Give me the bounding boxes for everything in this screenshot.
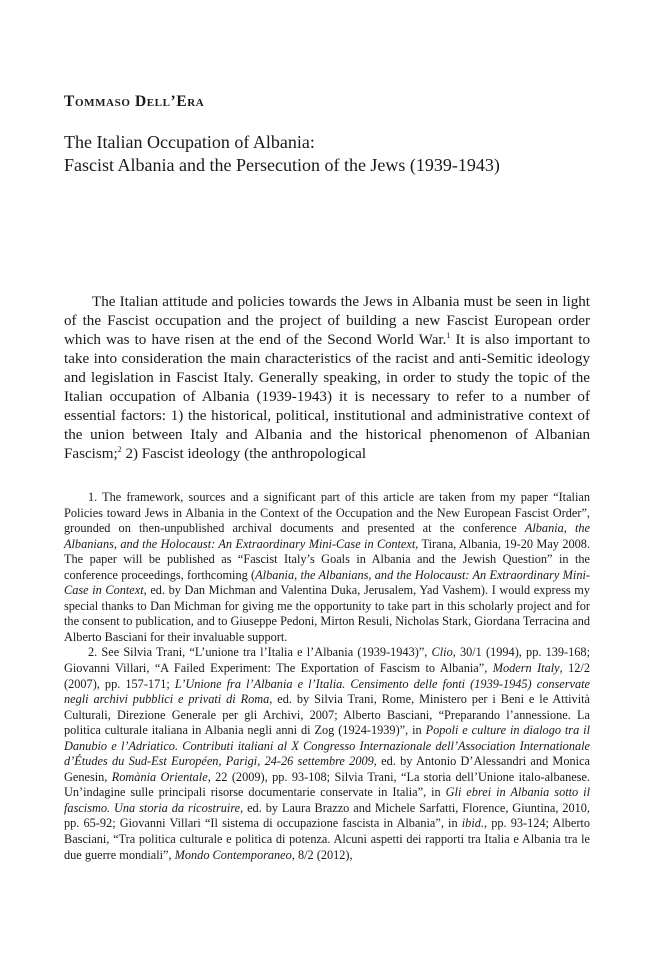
fn2-italic-8: Mondo Contemporaneo (174, 847, 292, 862)
body-text-part-3: 2) Fascist ideology (the anthropological (121, 446, 367, 462)
body-paragraph (64, 293, 590, 464)
fn1-italic-2: Albania, the Albanians, and the Holocaust: An Extraordinary Mini-Case in Context (64, 567, 590, 598)
author-name: Tommaso Dell’Era (64, 93, 205, 110)
fn2-text-4: , ed. by Silvia Trani, Rome, Ministero per i Beni e le Attività Culturali, Direzione Generale per gli Archivi, 2007; Alberto Basciani, “Preparando l’annessione. La politica culturale italiana in Albania negli anni di Zog (1924-1939)”, in (64, 692, 590, 738)
fn2-text-7: , ed. by Laura Brazzo and Michele Sarfatti, Florence, Giuntina, 2010, pp. 65-92; Giovanni Villari “Il sistema di occupazione fascista in Albania”, in (64, 800, 591, 831)
fn2-italic-5: Romània Orientale (111, 769, 208, 784)
fn2-text-1: 2. See Silvia Trani, “L’unione tra l’Italia e l’Albania (1939-1943)”, (88, 645, 432, 660)
fn2-text-2: , 30/1 (1994), pp. 139-168; Giovanni Villari, “A Failed Experiment: The Exportation of Fascism to Albania”, (64, 645, 590, 676)
fn2-text-5: , ed. by Antonio D’Alessandri and Monica Genesin, (64, 754, 590, 784)
fn2-text-9: , 8/2 (2012), (291, 847, 353, 862)
body-text-part-2: It is also important to take into consideration the main characteristics of the racist and anti-Semitic ideology and legislation in Fascist Italy. Generally speaking, in order to study the topic of the Italian occupation of Albania (1939-1943) it is necessary to refer to a number of essential factors: 1) the historical, political, institutional and administrative context of the union between Italy and Albania and the historical phenomenon of Albanian Fascism; (64, 332, 590, 462)
fn2-text-6: , 22 (2009), pp. 93-108; Silvia Trani, “La storia dell’Unione italo-albanese. Un’indagine sulle principali risorse documentarie conservate in Italia”, in (64, 769, 590, 800)
fn1-italic-1: Albania, the Albanians, and the Holocaust: An Extraordinary Mini-Case in Context (64, 521, 590, 551)
fn2-italic-2: Modern Italy (492, 661, 560, 676)
fn2-italic-4: Popoli e culture in dialogo tra il Danubio e l’Adriatico. Contributi italiani al X Congresso Internazionale dell’Association Internationale d’Études du Sud-Est Européen, Parigi, 24-26 settembre 2009 (64, 723, 590, 769)
body-text-part-1: The Italian attitude and policies towards the Jews in Albania must be seen in light of the Fascist occupation and the project of building a new Fascist European order which was to have risen at the end of the Second World War. (64, 294, 590, 348)
fn2-italic-7: ibid. (461, 816, 484, 831)
footnote-ref-1[interactable]: 1 (446, 330, 451, 340)
fn2-italic-3: L’Unione fra l’Albania e l’Italia. Censimento delle fonti (1939-1945) conservate negli archivi pubblici e privati di Roma (64, 676, 590, 707)
article-title (64, 131, 604, 177)
footnote-ref-2[interactable]: 2 (117, 444, 122, 454)
footnotes-section (64, 490, 590, 863)
fn1-text-2: , Tirana, Albania, 19-20 May 2008. The paper will be published as “Fascist Italy’s Goals in Albania and the Jewish Question” in the conference proceedings, forthcoming ( (64, 536, 590, 582)
fn1-text-3: , ed. by Dan Michman and Valentina Duka, Jerusalem, Yad Vashem). I would express my special thanks to Dan Michman for giving me the opportunity to take part in this scholarly project and for the consent to publication, and to Giuseppe Pedoni, Mirton Resuli, Nicholas Stark, Giordana Terracina and Alberto Basciani for their invaluable support. (64, 583, 590, 644)
footnote-1 (64, 490, 590, 645)
fn2-italic-6: Gli ebrei in Albania sotto il fascismo. Una storia da ricostruire (64, 785, 590, 815)
footnote-2 (64, 645, 590, 863)
title-line-2: Fascist Albania and the Persecution of the Jews (1939-1943) (64, 155, 500, 175)
fn2-text-3: , 12/2 (2007), pp. 157-171; (64, 661, 590, 691)
fn2-italic-1: Clio (431, 645, 453, 660)
title-line-1: The Italian Occupation of Albania: (64, 132, 315, 152)
fn2-text-8: , pp. 93-124; Alberto Basciani, “Tra politica culturale e politica di potenza. Alcuni aspetti dei rapporti tra Italia e Albania tra le due guerre mondiali”, (64, 816, 590, 862)
fn1-text-1: 1. The framework, sources and a significant part of this article are taken from my paper “Italian Policies toward Jews in Albania in the Context of the Occupation and the New European Fascist Order”, grounded on then-unpublished archival documents and presented at the conference (64, 490, 590, 536)
